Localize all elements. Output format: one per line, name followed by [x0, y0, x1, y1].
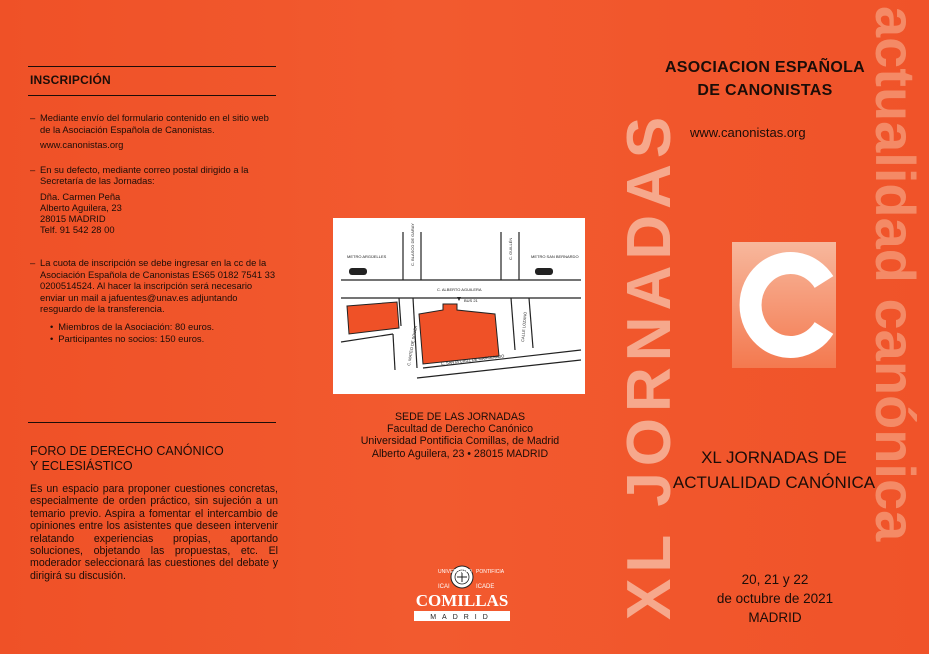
sede-line: Universidad Pontificia Comillas, de Madrid	[360, 435, 560, 448]
logo-arc-right: PONTIFICIA	[476, 569, 505, 575]
address-line: Dña. Carmen Peña	[40, 190, 121, 202]
dash-bullet: –	[30, 163, 36, 175]
map-label-metro-arguelles: METRO ARGÜELLES	[347, 254, 387, 259]
logo-name: COMILLAS	[415, 591, 509, 610]
inscripcion-item-web	[28, 112, 276, 151]
foro-description: Es un espacio para proponer cuestiones concretas, especialmente de orden práctico, sin sujeción a un temario previo. Aspira a fomentar el intercambio de opiniones entre los asistentes que deseen intervenir relatando experiencias propias, aportando soluciones, objetando las propuestas, etc. El moderador seleccionará las cuestiones del debate y dirigirá su discusión.	[30, 483, 278, 582]
inscripcion-section	[28, 66, 276, 345]
event-title-line: ACTUALIDAD CANÓNICA	[672, 473, 876, 492]
inscripcion-item-text: La cuota de inscripción se debe ingresar en la cc de la Asociación Española de Canonistas ES65 0182 7541 33 0200514524. Al hacer la inscripción será necesario enviar un mail a jafuentes@unav.es adjuntando resguardo de la transferencia.	[40, 256, 276, 315]
dates-line: MADRID	[748, 610, 802, 625]
inscripcion-title: INSCRIPCIÓN	[30, 73, 111, 87]
dash-bullet: –	[30, 112, 36, 123]
postal-address	[40, 191, 276, 235]
divider	[28, 95, 276, 96]
vertical-title-text: XL JORNADAS	[615, 110, 682, 620]
street-map	[333, 218, 585, 394]
map-label-alberto-aguilera: C. ALBERTO AGUILERA	[437, 287, 482, 292]
logo-icade: ICADE	[476, 584, 495, 590]
inscripcion-item-postal	[28, 164, 276, 235]
association-line: ASOCIACION ESPAÑOLA	[664, 59, 866, 76]
canonistas-logo-icon	[732, 242, 836, 368]
map-label-lozano: CALLE LOZANO	[520, 311, 528, 343]
vertical-title	[612, 30, 682, 630]
event-dates	[660, 570, 890, 627]
map-label-bus: BUS 21	[464, 298, 478, 303]
address-line: 28015 MADRID	[40, 212, 106, 224]
fee-members: • Miembros de la Asociación: 80 euros.	[50, 321, 276, 333]
map-label-blasco: C. BLASCO DE GARAY	[410, 223, 415, 266]
map-label-mateos: C. MATEO DE SOUZA	[406, 325, 419, 367]
foro-title	[30, 444, 276, 474]
event-title-line: XL JORNADAS DE	[701, 448, 847, 467]
comillas-logo	[410, 561, 514, 623]
map-label-metro-san-bernardo: METRO SAN BERNARDO	[531, 254, 579, 259]
fee-list	[50, 321, 276, 345]
address-line: Alberto Aguilera, 23	[40, 201, 122, 213]
inscripcion-item-text: Mediante envío del formulario contenido en el sitio web de la Asociación Española de Canonistas.	[40, 112, 269, 135]
dash-bullet: –	[30, 256, 36, 268]
divider	[28, 422, 276, 423]
dates-line: 20, 21 y 22	[741, 572, 809, 587]
logo-city: MADRID	[430, 614, 494, 621]
divider	[28, 66, 276, 67]
association-website[interactable]: www.canonistas.org	[690, 125, 806, 140]
building-block	[347, 302, 399, 334]
foro-title-line: Y ECLESIÁSTICO	[30, 459, 133, 473]
sede-block	[330, 411, 590, 460]
ghost-vertical-text	[860, 0, 929, 654]
sede-line: Facultad de Derecho Canónico	[386, 423, 534, 436]
map-label-guillen: C. GUILLÉN	[508, 237, 513, 260]
logo-arc-left: UNIVERSIDAD	[438, 569, 473, 575]
logo-icai: ICAI	[438, 584, 450, 590]
association-line: DE CANONISTAS	[697, 82, 833, 99]
website-link[interactable]: www.canonistas.org	[40, 139, 124, 151]
inscripcion-item-text: En su defecto, mediante correo postal dirigido a la Secretaría de las Jornadas:	[40, 163, 249, 187]
association-name	[640, 56, 890, 102]
address-line: Telf. 91 542 28 00	[40, 223, 115, 235]
map-label-santa-cruz: C. SANTA CRUZ DE MARCENADO	[440, 353, 505, 366]
location-map	[333, 218, 585, 394]
inscripcion-item-fee	[28, 257, 276, 315]
ghost-text: actualidad canónica	[864, 6, 927, 542]
sede-title: SEDE DE LAS JORNADAS	[394, 411, 526, 423]
foro-title-line: FORO DE DERECHO CANÓNICO	[30, 444, 224, 458]
fee-non-members: • Participantes no socios: 150 euros.	[50, 333, 276, 345]
sede-line: Alberto Aguilera, 23 • 28015 MADRID	[371, 447, 549, 460]
dates-line: de octubre de 2021	[716, 591, 834, 606]
